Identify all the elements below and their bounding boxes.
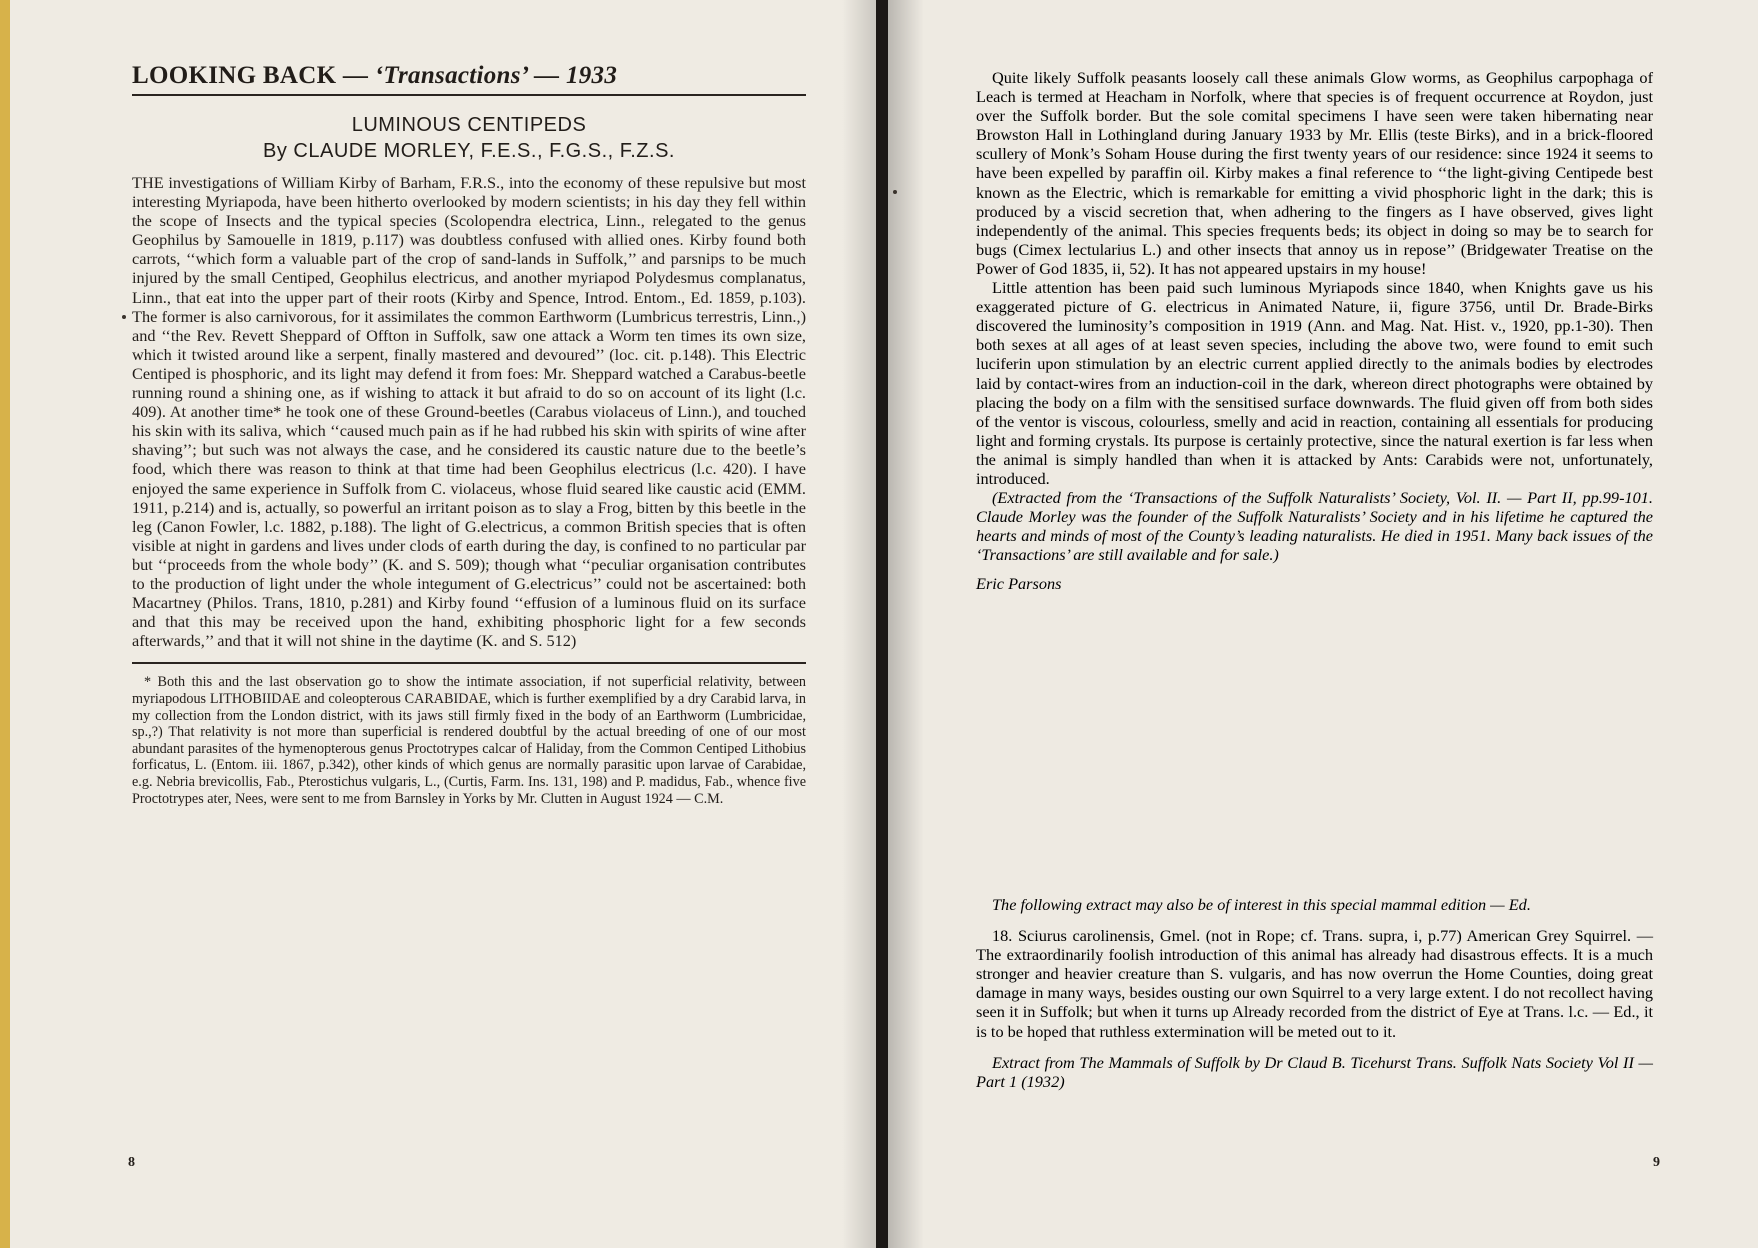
page-number-left: 8 bbox=[128, 1155, 135, 1170]
footnote-divider bbox=[132, 662, 806, 664]
section-heading-italic: ‘Transactions’ — 1933 bbox=[374, 62, 618, 89]
editor-note: The following extract may also be of interest in this special mammal edition — Ed. bbox=[992, 895, 1531, 914]
entry-18: 18. Sciurus carolinensis, Gmel. (not in Rope; cf. Trans. supra, i, p.77) American Grey Squirrel. — The extraordinarily foolish introduction of this animal has already had disastrous effects. It is a much stronger and heavier creature than S. vulgaris, and has now overrun the Home Counties, doing great damage in many ways, besides ousting our own Squirrel to a very large extent. I do not recollect having seen it in Suffolk; but when it turns up Already recorded from the district of Eye at Trans. l.c. — Ed., it is to be hoped that ruthless extermination will be meted out to it. bbox=[976, 926, 1653, 1041]
page-number-right: 9 bbox=[1653, 1155, 1660, 1170]
section-heading-lead: LOOKING BACK — bbox=[132, 62, 375, 89]
paragraph-1: Quite likely Suffolk peasants loosely call these animals Glow worms, as Geophilus carpophaga of Leach is termed at Heacham in Norfolk, where that species is of frequent occurrence at Roydon, just over the Suffolk border. But the sole comital specimens I have seen were taken hibernating near Browston Hall in Lothingland during January 1933 by Mr. Ellis (teste Birks), and in a brick-floored scullery of Monk’s Soham House during the first twenty years of our residence: since 1924 it seems to have been expelled by paraffin oil. Kirby makes a final reference to ‘‘the light-giving Centipede best known as the Electric, which is remarkable for emitting a vivid phosphoric light in the dark; this is produced by a viscid secretion that, when adhering to the fingers as I have observed, gives light independently of the animal. This species frequents beds; its object in doing so may be to search for bugs (Cimex lectularius L.) and other insects that annoy us in repose’’ (Bridgewater Treatise on the Power of God 1835, ii, 52). It has not appeared upstairs in my house! bbox=[976, 68, 1653, 278]
right-page-content bbox=[976, 68, 1653, 594]
article-byline: By CLAUDE MORLEY, F.E.S., F.G.S., F.Z.S. bbox=[263, 140, 675, 162]
right-body bbox=[976, 68, 1653, 564]
page-mark bbox=[122, 315, 126, 319]
book-gutter bbox=[876, 0, 888, 1248]
right-lower-section bbox=[976, 895, 1653, 1091]
paragraph-2: Little attention has been paid such luminous Myriapods since 1840, when Knights gave us his exaggerated picture of G. electricus in Animated Nature, ii, figure 3756, until Dr. Brade-Birks discovered the luminosity’s composition in 1919 (Ann. and Mag. Nat. Hist. v., 1920, pp.1-30). Then both sexes at all ages of at least seven species, including the above two, were found to emit such luciferin upon stimulation by an electric current applied directly to the animals bodies by electrodes laid by contact-wires from an induction-coil in the dark, whereon direct photographs were obtained by placing the body on a film with the sensitised surface downwards. The fluid given off from both sides of the ventor is viscous, colourless, smelly and acid in reaction, containing all essentials for producing light and forming crystals. Its purpose is certainly protective, since the natural exertion is far less when the animal is simply handled than when it is attacked by Ants: Carabids were not, unfortunately, introduced. bbox=[976, 278, 1653, 488]
source-note: (Extracted from the ‘Transactions of the Suffolk Naturalists’ Society, Vol. II. — Part II, pp.99-101. Claude Morley was the founder of the Suffolk Naturalists’ Society and in his lifetime he captured the hearts and minds of most of the County’s leading naturalists. He died in 1951. Many back issues of the ‘Transactions’ are still available and for sale.) bbox=[976, 488, 1653, 565]
footnote: * Both this and the last observation go to show the intimate association, if not superficial relativity, between myriapodous LITHOBIIDAE and coleopterous CARABIDAE, which is further exemplified by a dry Carabid larva, in my collection from the London district, with its jaws still firmly fixed in the body of an Earthworm (Lumbricidae, sp.,?) That relativity is not more than superficial is rendered doubtful by the actual breeding of one of our most abundant parasites of the hymenopterous genus Proctotrypes calcar of Haliday, from the Common Centiped Lithobius forficatus, L. (Entom. iii. 1867, p.342), other kinds of which genus are normally parasitic upon larvae of Carabidae, e.g. Nebria brevicollis, Fab., Pterostichus vulgaris, L., (Curtis, Farm. Ins. 131, 198) and P. madidus, Fab., whence five Proctotrypes ater, Nees, were sent to me from Barnsley in Yorks by Mr. Clutten in August 1924 — C.M. bbox=[132, 674, 806, 807]
page-mark-right bbox=[893, 190, 897, 194]
extract-credit: Extract from The Mammals of Suffolk by Dr Claud B. Ticehurst Trans. Suffolk Nats Society Vol II — Part 1 (1932) bbox=[976, 1052, 1653, 1091]
section-heading bbox=[132, 62, 806, 96]
article-body: THE investigations of William Kirby of Barham, F.R.S., into the economy of these repulsive but most interesting Myriapoda, have been hitherto overlooked by modern scientists; in his day they fell within the scope of Insects and the typical species (Scolopendra electrica, Linn., relegated to the genus Geophilus by Samouelle in 1819, p.117) was doubtless confused with allied ones. Kirby found both carrots, ‘‘which form a valuable part of the crop of sand-lands in Suffolk,’’ and parsnips to be much injured by the small Centiped, Geophilus electricus, and another myriapod Polydesmus complanatus, Linn., that eat into the upper part of their roots (Kirby and Spence, Introd. Entom., Ed. 1859, p.103). The former is also carnivorous, for it assimilates the common Earthworm (Lumbricus terrestris, Linn.,) and ‘‘the Rev. Revett Sheppard of Offton in Suffolk, saw one attack a Worm ten times its own size, which it twisted around like a serpent, finally mastered and devoured’’ (loc. cit. p.148). This Electric Centiped is phosphoric, and its light may defend it from foes: Mr. Sheppard watched a Carabus-beetle running round a shining one, as if wishing to attack it but afraid to do so on account of its light (l.c. 409). At another time* he took one of these Ground-beetles (Carabus violaceus of Linn.), and touched his skin with its saliva, which ‘‘caused much pain as if he had rubbed his skin with spirits of wine after shaving’’; but such was not always the case, and he considered its caustic nature due to the beetle’s food, which there was reason to think at that time had been Geophilus electricus (l.c. 420). I have enjoyed the same experience in Suffolk from C. violaceus, whose fluid seared like caustic acid (EMM. 1911, p.214) and is, actually, so powerful an irritant poison as to slay a Frog, bitten by this beetle in the leg (Canon Fowler, l.c. 1882, p.188). The light of G.electricus, a common British species that is often visible at night in gardens and lives under clods of earth during the day, is confined to no particular par but ‘‘proceeds from the whole body’’ (K. and S. 509); though what ‘‘peculiar organisation contributes to the production of light under the whole integument of G.electricus’’ could not be ascertained: both Macartney (Philos. Trans, 1810, p.281) and Kirby found ‘‘effusion of a luminous fluid on its surface and that this may be received upon the hand, exhibiting phosphoric light for a few seconds afterwards,’’ and that it will not shine in the daytime (K. and S. 512) bbox=[132, 173, 806, 651]
left-page-content bbox=[132, 62, 806, 807]
article-title: LUMINOUS CENTIPEDS bbox=[351, 114, 587, 136]
signature: Eric Parsons bbox=[976, 574, 1062, 594]
